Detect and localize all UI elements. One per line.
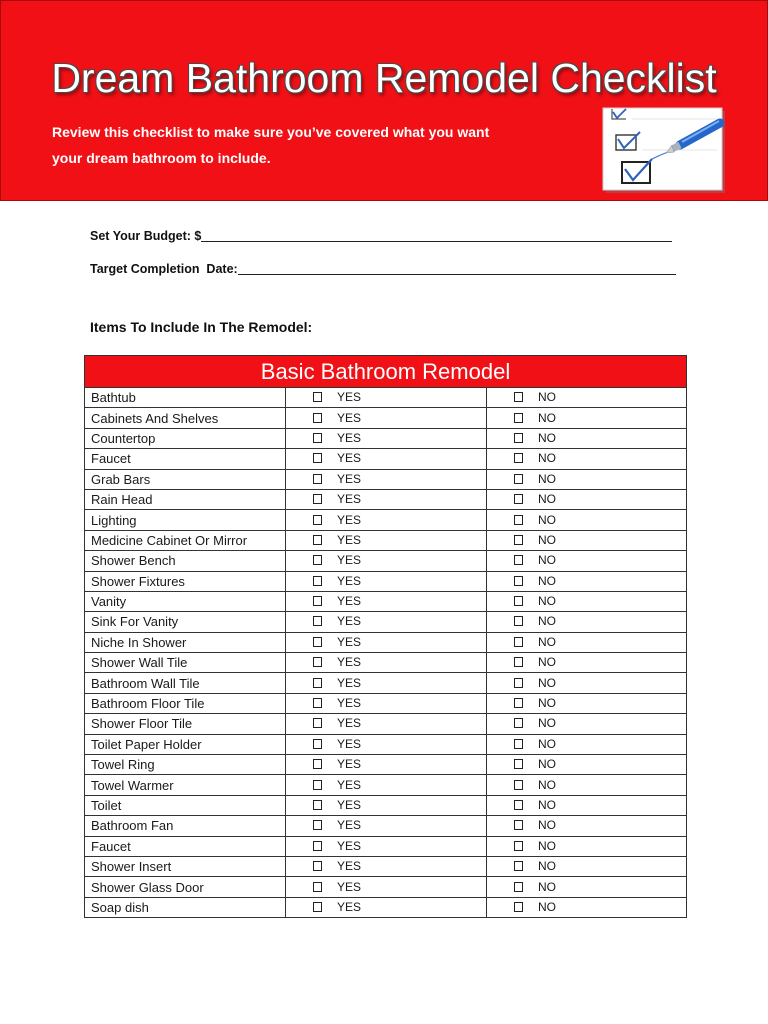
table-row [85, 510, 687, 530]
item-name: Toilet Paper Holder [85, 734, 286, 754]
yes-cell [286, 693, 487, 713]
yes-cell [286, 856, 487, 876]
yes-cell [286, 653, 487, 673]
no-label: NO [538, 777, 556, 792]
yes-checkbox[interactable] [313, 841, 322, 851]
yes-cell [286, 816, 487, 836]
no-checkbox[interactable] [514, 637, 523, 647]
yes-checkbox[interactable] [313, 698, 322, 708]
table-row [85, 612, 687, 632]
yes-cell [286, 510, 487, 530]
item-name: Grab Bars [85, 469, 286, 489]
item-name: Shower Bench [85, 551, 286, 571]
no-label: NO [538, 430, 556, 445]
yes-label: YES [337, 859, 362, 874]
yes-label: YES [337, 757, 362, 772]
no-checkbox[interactable] [514, 576, 523, 586]
no-label: NO [538, 512, 556, 527]
item-name: Shower Glass Door [85, 877, 286, 897]
yes-label: YES [337, 798, 362, 812]
yes-label: YES [337, 838, 362, 853]
table-row [85, 449, 687, 469]
yes-label: YES [337, 899, 362, 914]
no-checkbox[interactable] [514, 413, 523, 423]
no-checkbox[interactable] [514, 555, 523, 565]
yes-label: YES [337, 879, 362, 894]
item-name: Shower Wall Tile [85, 653, 286, 673]
no-label: NO [538, 736, 556, 751]
no-cell [487, 897, 687, 917]
no-cell [487, 755, 687, 775]
no-cell [487, 856, 687, 876]
yes-checkbox[interactable] [313, 596, 322, 606]
table-row [85, 775, 687, 795]
no-label: NO [538, 451, 556, 466]
no-label: NO [538, 553, 556, 568]
yes-cell [286, 795, 487, 815]
no-cell [487, 877, 687, 897]
no-cell [487, 428, 687, 448]
no-label: NO [538, 757, 556, 772]
item-name: Bathroom Wall Tile [85, 673, 286, 693]
yes-checkbox[interactable] [313, 637, 322, 647]
table-row [85, 388, 687, 408]
budget-field [90, 229, 672, 244]
yes-cell [286, 591, 487, 611]
yes-checkbox[interactable] [313, 494, 322, 504]
yes-checkbox[interactable] [313, 718, 322, 728]
page-title: Dream Bathroom Remodel Checklist [51, 55, 717, 101]
table-row [85, 571, 687, 591]
item-name: Medicine Cabinet Or Mirror [85, 530, 286, 550]
item-name: Toilet [85, 795, 286, 815]
yes-cell [286, 469, 487, 489]
table-row [85, 428, 687, 448]
table-row [85, 673, 687, 693]
yes-label: YES [337, 430, 362, 445]
no-label: NO [538, 410, 556, 425]
no-cell [487, 693, 687, 713]
yes-checkbox[interactable] [313, 902, 322, 912]
yes-cell [286, 877, 487, 897]
yes-label: YES [337, 492, 362, 507]
table-row [85, 530, 687, 550]
table-row [85, 551, 687, 571]
yes-label: YES [337, 410, 362, 425]
table-title: Basic Bathroom Remodel [85, 356, 687, 388]
yes-checkbox[interactable] [313, 413, 322, 423]
no-checkbox[interactable] [514, 453, 523, 463]
no-label: NO [538, 899, 556, 914]
completion-date-label: Target Completion Date: [90, 262, 238, 276]
intro-line-2: your dream bathroom to include. [52, 150, 271, 166]
no-checkbox[interactable] [514, 392, 523, 402]
table-row [85, 877, 687, 897]
no-cell [487, 571, 687, 591]
checklist-table [84, 355, 687, 918]
item-name: Shower Fixtures [85, 571, 286, 591]
no-cell [487, 449, 687, 469]
no-checkbox[interactable] [514, 657, 523, 667]
item-name: Niche In Shower [85, 632, 286, 652]
table-header-row [85, 356, 687, 388]
yes-label: YES [337, 553, 362, 568]
yes-checkbox[interactable] [313, 800, 322, 810]
yes-label: YES [337, 696, 362, 711]
yes-cell [286, 755, 487, 775]
no-label: NO [538, 655, 556, 670]
yes-cell [286, 897, 487, 917]
intro-line-1: Review this checklist to make sure you’ve covered what you want [52, 124, 490, 140]
item-name: Soap dish [85, 897, 286, 917]
no-label: NO [538, 838, 556, 853]
no-label: NO [538, 879, 556, 894]
checklist-pen-icon [602, 107, 726, 194]
yes-checkbox[interactable] [313, 739, 322, 749]
item-name: Shower Floor Tile [85, 714, 286, 734]
no-cell [487, 388, 687, 408]
intro-text [52, 119, 489, 171]
item-name: Cabinets And Shelves [85, 408, 286, 428]
yes-cell [286, 489, 487, 509]
yes-cell [286, 612, 487, 632]
no-checkbox[interactable] [514, 780, 523, 790]
no-cell [487, 469, 687, 489]
no-label: NO [538, 818, 556, 833]
no-checkbox[interactable] [514, 861, 523, 871]
no-checkbox[interactable] [514, 515, 523, 525]
yes-label: YES [337, 594, 362, 609]
no-checkbox[interactable] [514, 698, 523, 708]
no-label: NO [538, 471, 556, 486]
yes-label: YES [337, 614, 362, 629]
no-label: NO [538, 594, 556, 609]
yes-checkbox[interactable] [313, 576, 322, 586]
no-label: NO [538, 573, 556, 588]
yes-checkbox[interactable] [313, 433, 322, 443]
no-checkbox[interactable] [514, 678, 523, 688]
item-name: Bathroom Floor Tile [85, 693, 286, 713]
item-name: Sink For Vanity [85, 612, 286, 632]
yes-label: YES [337, 512, 362, 527]
yes-cell [286, 571, 487, 591]
table-row [85, 795, 687, 815]
yes-cell [286, 530, 487, 550]
no-cell [487, 775, 687, 795]
no-checkbox[interactable] [514, 718, 523, 728]
checklist-body [85, 388, 687, 918]
no-cell [487, 632, 687, 652]
no-checkbox[interactable] [514, 494, 523, 504]
yes-cell [286, 551, 487, 571]
no-checkbox[interactable] [514, 759, 523, 769]
yes-checkbox[interactable] [313, 820, 322, 830]
yes-cell [286, 632, 487, 652]
item-name: Bathroom Fan [85, 816, 286, 836]
item-name: Towel Ring [85, 755, 286, 775]
budget-input-line[interactable] [201, 229, 672, 242]
no-checkbox[interactable] [514, 433, 523, 443]
table-row [85, 469, 687, 489]
no-checkbox[interactable] [514, 800, 523, 810]
table-row [85, 856, 687, 876]
no-label: NO [538, 675, 556, 690]
yes-label: YES [337, 634, 362, 649]
no-checkbox[interactable] [514, 841, 523, 851]
table-row [85, 632, 687, 652]
items-heading: Items To Include In The Remodel: [90, 319, 313, 335]
table-row [85, 591, 687, 611]
item-name: Lighting [85, 510, 286, 530]
item-name: Countertop [85, 428, 286, 448]
no-cell [487, 714, 687, 734]
yes-checkbox[interactable] [313, 780, 322, 790]
no-label: NO [538, 716, 556, 731]
item-name: Faucet [85, 836, 286, 856]
no-checkbox[interactable] [514, 820, 523, 830]
yes-label: YES [337, 777, 362, 792]
item-name: Shower Insert [85, 856, 286, 876]
table-row [85, 734, 687, 754]
no-checkbox[interactable] [514, 882, 523, 892]
table-row [85, 897, 687, 917]
no-cell [487, 408, 687, 428]
no-cell [487, 795, 687, 815]
yes-cell [286, 408, 487, 428]
no-label: NO [538, 614, 556, 629]
no-cell [487, 489, 687, 509]
yes-label: YES [337, 818, 362, 833]
table-row [85, 714, 687, 734]
yes-label: YES [337, 675, 362, 690]
table-row [85, 489, 687, 509]
no-cell [487, 816, 687, 836]
table-row [85, 755, 687, 775]
yes-checkbox[interactable] [313, 453, 322, 463]
budget-label: Set Your Budget: $ [90, 229, 202, 243]
yes-cell [286, 449, 487, 469]
no-cell [487, 612, 687, 632]
no-label: NO [538, 634, 556, 649]
item-name: Faucet [85, 449, 286, 469]
no-cell [487, 530, 687, 550]
yes-label: YES [337, 716, 362, 731]
yes-cell [286, 734, 487, 754]
no-cell [487, 510, 687, 530]
yes-checkbox[interactable] [313, 555, 322, 565]
no-cell [487, 591, 687, 611]
header-banner [0, 0, 768, 201]
yes-checkbox[interactable] [313, 882, 322, 892]
yes-label: YES [337, 471, 362, 486]
no-label: NO [538, 532, 556, 547]
yes-checkbox[interactable] [313, 657, 322, 667]
no-checkbox[interactable] [514, 902, 523, 912]
no-cell [487, 673, 687, 693]
table-row [85, 816, 687, 836]
yes-checkbox[interactable] [313, 392, 322, 402]
table-row [85, 836, 687, 856]
table-row [85, 693, 687, 713]
no-label: NO [538, 390, 556, 405]
yes-label: YES [337, 390, 362, 405]
no-checkbox[interactable] [514, 739, 523, 749]
no-cell [487, 551, 687, 571]
completion-date-field [90, 262, 676, 277]
no-checkbox[interactable] [514, 474, 523, 484]
item-name: Vanity [85, 591, 286, 611]
yes-label: YES [337, 451, 362, 466]
yes-checkbox[interactable] [313, 678, 322, 688]
no-checkbox[interactable] [514, 616, 523, 626]
no-cell [487, 836, 687, 856]
yes-cell [286, 673, 487, 693]
table-row [85, 408, 687, 428]
yes-checkbox[interactable] [313, 474, 322, 484]
yes-cell [286, 836, 487, 856]
yes-cell [286, 388, 487, 408]
item-name: Rain Head [85, 489, 286, 509]
table-row [85, 653, 687, 673]
no-label: NO [538, 696, 556, 711]
yes-label: YES [337, 736, 362, 751]
yes-checkbox[interactable] [313, 861, 322, 871]
no-cell [487, 653, 687, 673]
yes-checkbox[interactable] [313, 616, 322, 626]
yes-cell [286, 775, 487, 795]
yes-checkbox[interactable] [313, 759, 322, 769]
no-checkbox[interactable] [514, 535, 523, 545]
yes-checkbox[interactable] [313, 535, 322, 545]
no-label: NO [538, 798, 556, 812]
item-name: Towel Warmer [85, 775, 286, 795]
no-label: NO [538, 492, 556, 507]
yes-checkbox[interactable] [313, 515, 322, 525]
item-name: Bathtub [85, 388, 286, 408]
yes-cell [286, 714, 487, 734]
completion-date-input-line[interactable] [238, 262, 676, 275]
no-cell [487, 734, 687, 754]
yes-cell [286, 428, 487, 448]
yes-label: YES [337, 573, 362, 588]
yes-label: YES [337, 655, 362, 670]
no-checkbox[interactable] [514, 596, 523, 606]
no-label: NO [538, 859, 556, 874]
yes-label: YES [337, 532, 362, 547]
